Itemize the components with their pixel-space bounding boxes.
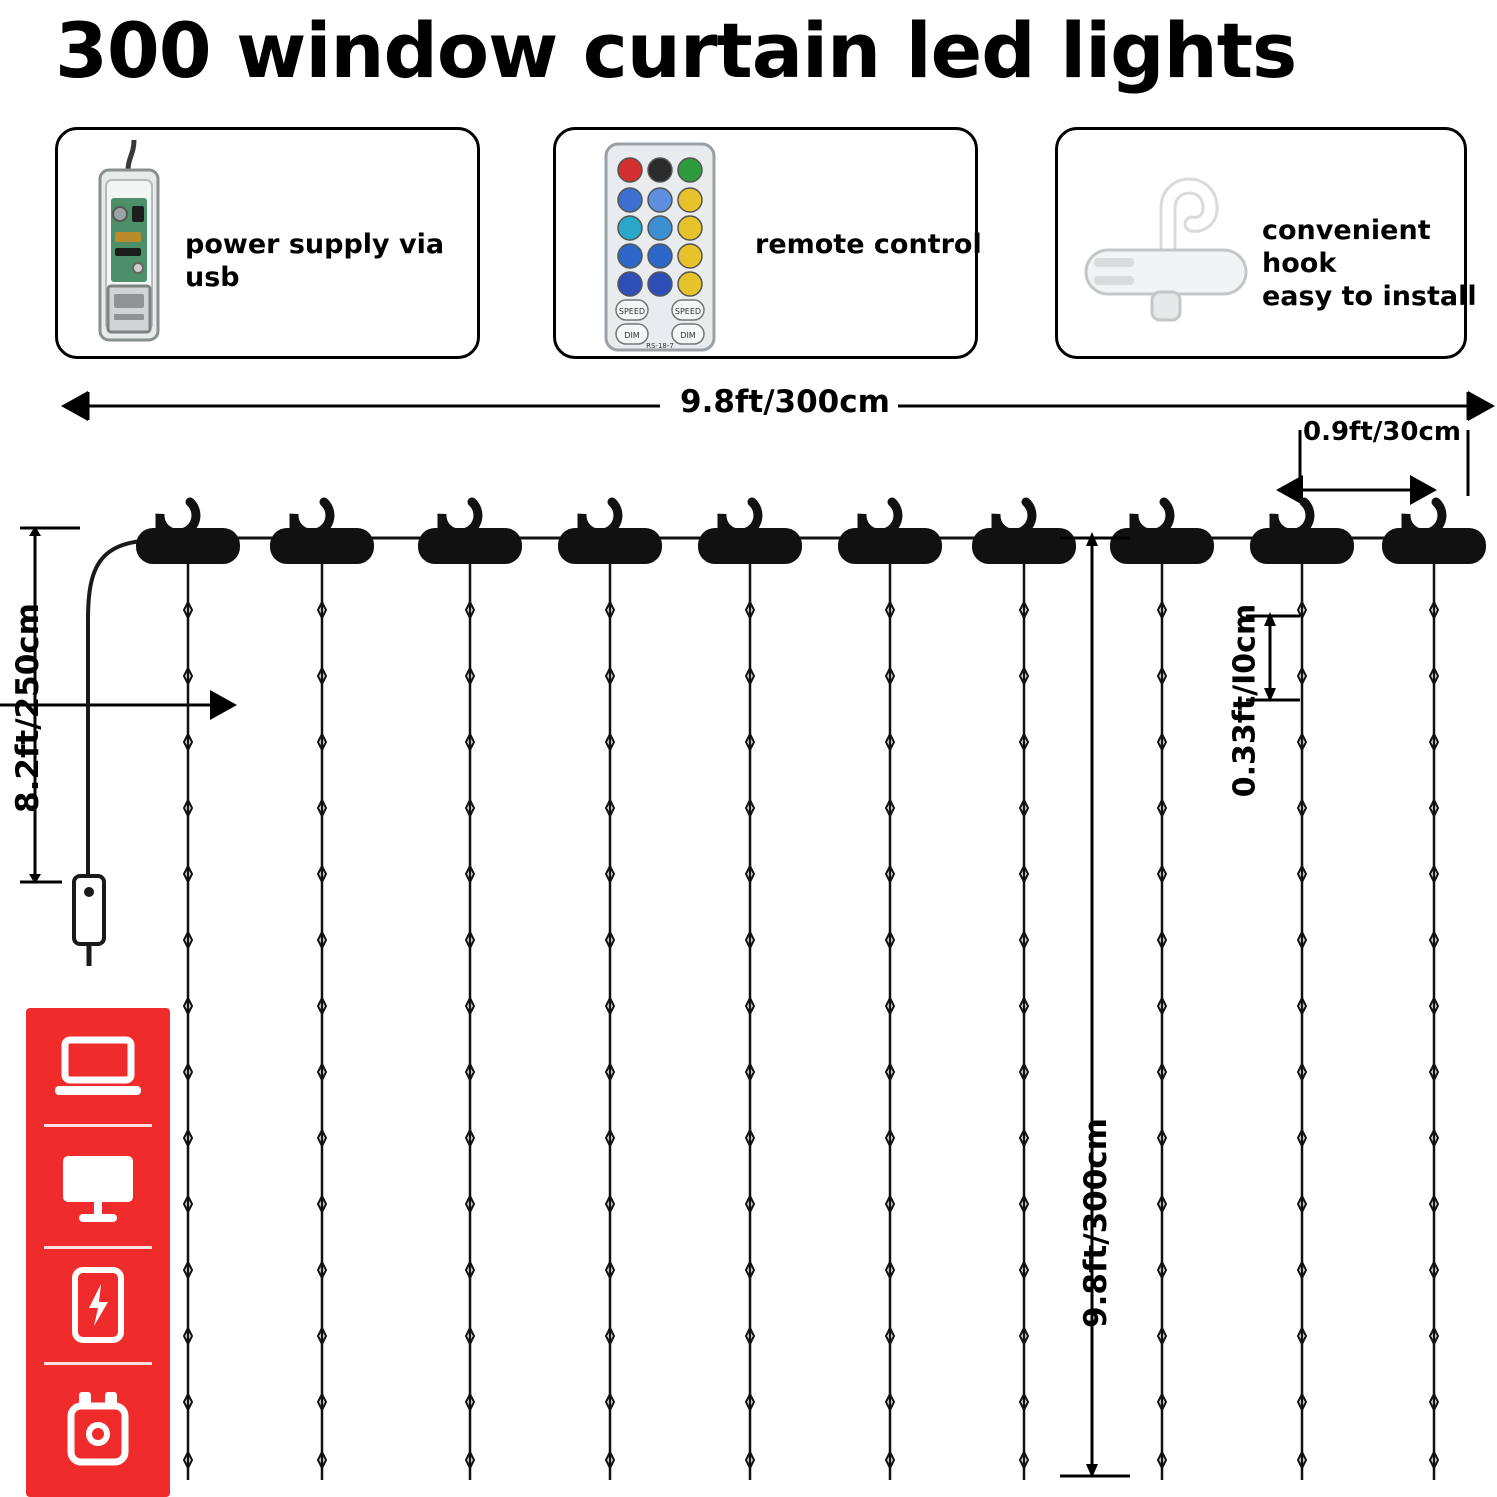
svg-text:RS-18-7: RS-18-7 <box>646 342 674 350</box>
dimension-cable-height: 8.2ft/250cm <box>10 603 46 813</box>
curtain-light-diagram <box>0 380 1497 1480</box>
feature-label-remote-control: remote control <box>755 229 982 260</box>
wall-adapter-icon <box>53 1388 143 1466</box>
svg-text:SPEED: SPEED <box>674 307 702 316</box>
dimension-end-segment: 0.9ft/30cm <box>1303 417 1461 447</box>
laptop-icon <box>53 1030 143 1108</box>
svg-text:SPEED: SPEED <box>618 307 646 316</box>
svg-text:DIM: DIM <box>680 331 696 340</box>
feature-label-power-supply: power supply via usb <box>185 229 445 293</box>
svg-text:DIM: DIM <box>624 331 640 340</box>
dimension-drop-length: 9.8ft/300cm <box>1078 1118 1114 1328</box>
dimension-bulb-spacing: 0.33ft/I0cm <box>1227 603 1263 798</box>
feature-label-hook <box>1262 214 1477 313</box>
monitor-icon <box>53 1148 143 1226</box>
badge-divider <box>44 1246 152 1249</box>
power-bank-icon <box>53 1266 143 1344</box>
hook-row <box>136 502 1486 564</box>
hook-icon <box>1072 150 1262 340</box>
feature-label-hook-line2: easy to install <box>1262 281 1477 312</box>
remote-control-icon <box>600 140 720 355</box>
usb-plug-icon <box>88 140 178 350</box>
dimension-total-width: 9.8ft/300cm <box>672 384 898 420</box>
badge-divider <box>44 1124 152 1127</box>
page-title: 300 window curtain led lights <box>55 6 1297 95</box>
compatible-devices-badge <box>26 1008 170 1497</box>
badge-divider <box>44 1362 152 1365</box>
feature-label-hook-line1: convenient hook <box>1262 215 1431 279</box>
